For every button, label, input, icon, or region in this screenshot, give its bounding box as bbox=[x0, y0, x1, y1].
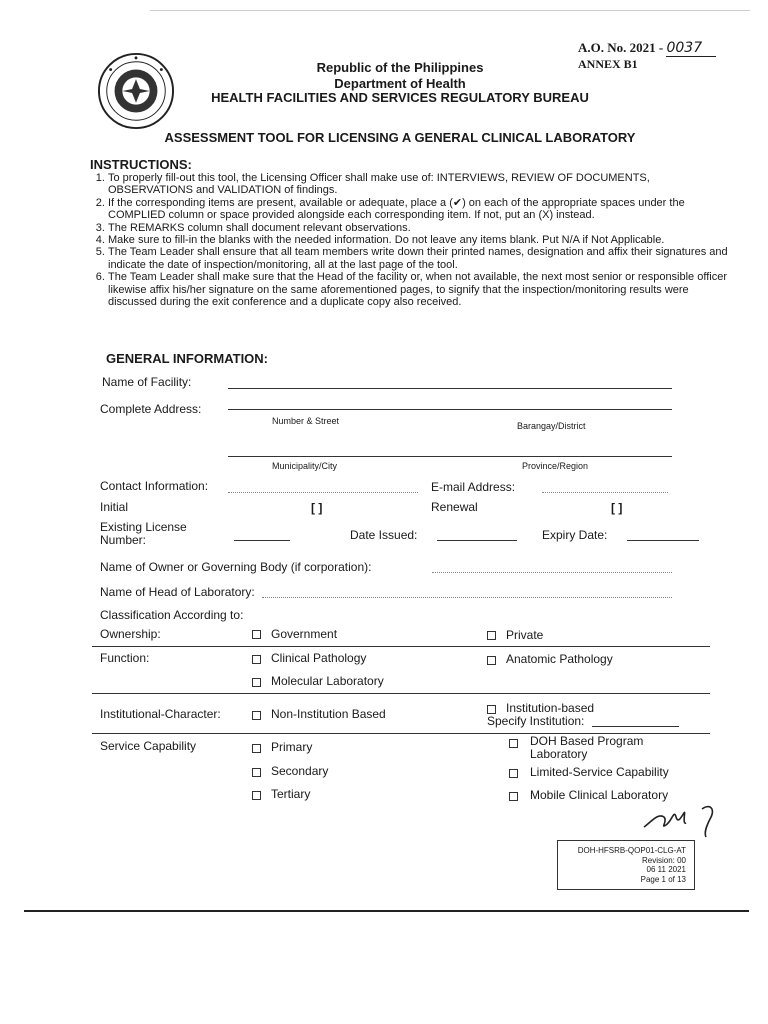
anatomic-pathology-checkbox[interactable] bbox=[487, 656, 496, 665]
expiry-date-label: Expiry Date: bbox=[542, 528, 608, 542]
instructions-list bbox=[90, 172, 728, 308]
email-field[interactable] bbox=[542, 492, 668, 493]
government-checkbox[interactable] bbox=[252, 630, 261, 639]
contact-field[interactable] bbox=[228, 492, 418, 493]
head-field[interactable] bbox=[262, 597, 672, 598]
doh-program-line1: DOH Based Program bbox=[530, 734, 644, 748]
classification-label: Classification According to: bbox=[100, 608, 244, 622]
renewal-label: Renewal bbox=[431, 500, 478, 514]
limited-service-label: Limited-Service Capability bbox=[530, 765, 669, 779]
tertiary-label: Tertiary bbox=[271, 787, 311, 801]
secondary-checkbox[interactable] bbox=[252, 768, 261, 777]
institution-based-label: Institution-based bbox=[506, 701, 595, 715]
ao-handwritten-number: 0037 bbox=[666, 40, 716, 57]
owner-label: Name of Owner or Governing Body (if corporation): bbox=[100, 560, 372, 574]
existing-license-line2: Number: bbox=[100, 533, 147, 547]
government-label: Government bbox=[271, 627, 338, 641]
private-label: Private bbox=[506, 628, 544, 642]
function-label: Function: bbox=[100, 651, 150, 665]
clinical-pathology-label: Clinical Pathology bbox=[271, 651, 367, 665]
molecular-laboratory-label: Molecular Laboratory bbox=[271, 674, 384, 688]
specify-institution-label: Specify Institution: bbox=[487, 714, 585, 728]
contact-label: Contact Information: bbox=[100, 479, 209, 493]
license-number-field[interactable] bbox=[234, 540, 290, 541]
instruction-item: 1. To properly fill-out this tool, the Licensing Officer shall make use of: INTERVIEWS, REVIEW OF DOCUMENTS, OBSERVATIONS and VALIDATION of findings. bbox=[108, 172, 728, 197]
renewal-bracket[interactable]: [ ] bbox=[611, 501, 623, 515]
specify-institution-field[interactable] bbox=[592, 726, 679, 727]
non-institution-checkbox[interactable] bbox=[252, 711, 261, 720]
header-department: Department of Health bbox=[334, 76, 466, 91]
ownership-label: Ownership: bbox=[100, 627, 161, 641]
mobile-clinical-checkbox[interactable] bbox=[509, 792, 518, 801]
primary-label: Primary bbox=[271, 740, 313, 754]
existing-license-label bbox=[100, 521, 187, 547]
facility-name-field[interactable] bbox=[228, 388, 672, 389]
instruction-item: 6. The Team Leader shall make sure that the Head of the facility or, when not available, the next most senior or responsible officer likewise affix his/her signature on the same aforementioned pages, to signify that the inspection/monitoring results were discussed during the exit conference and a duplicate copy also received. bbox=[108, 271, 728, 308]
general-info-heading: GENERAL INFORMATION: bbox=[106, 351, 269, 366]
address-city-field[interactable] bbox=[228, 456, 672, 457]
header-bureau: HEALTH FACILITIES AND SERVICES REGULATORY BUREAU bbox=[211, 90, 589, 105]
instruction-item: 2. If the corresponding items are present, available or adequate, place a (✔) on each of the appropriate spaces under the COMPLIED column or space provided alongside each corresponding item. If not, put an (X) instead. bbox=[108, 197, 728, 222]
clinical-pathology-checkbox[interactable] bbox=[252, 655, 261, 664]
email-label: E-mail Address: bbox=[431, 480, 516, 494]
instruction-item: 4. Make sure to fill-in the blanks with the needed information. Do not leave any items blank. Put N/A if Not Applicable. bbox=[108, 234, 728, 246]
municipality-caption: Municipality/City bbox=[272, 461, 338, 471]
document-title: ASSESSMENT TOOL FOR LICENSING A GENERAL CLINICAL LABORATORY bbox=[164, 130, 636, 145]
institutional-character-label: Institutional-Character: bbox=[100, 707, 221, 721]
owner-field[interactable] bbox=[432, 572, 672, 573]
doc-code: DOH-HFSRB-QOP01-CLG-AT bbox=[577, 846, 686, 855]
header-republic: Republic of the Philippines bbox=[316, 60, 484, 75]
service-capability-label: Service Capability bbox=[100, 739, 197, 753]
doc-revision: Revision: 00 bbox=[641, 855, 686, 865]
doc-page: Page 1 of 13 bbox=[640, 874, 686, 884]
initial-label: Initial bbox=[100, 500, 129, 514]
head-label: Name of Head of Laboratory: bbox=[100, 585, 255, 599]
date-issued-label: Date Issued: bbox=[350, 528, 418, 542]
number-street-caption: Number & Street bbox=[272, 416, 340, 426]
ao-number bbox=[578, 40, 716, 57]
province-caption: Province/Region bbox=[522, 461, 589, 471]
document-code-box bbox=[557, 840, 695, 890]
facility-name-label: Name of Facility: bbox=[102, 375, 192, 389]
annex-label: ANNEX B1 bbox=[578, 57, 638, 71]
expiry-date-field[interactable] bbox=[627, 540, 699, 541]
initial-bracket[interactable]: [ ] bbox=[311, 501, 323, 515]
doh-seal-icon bbox=[97, 52, 175, 130]
bottom-rule bbox=[24, 910, 749, 912]
primary-checkbox[interactable] bbox=[252, 744, 261, 753]
institution-based-checkbox[interactable] bbox=[487, 705, 496, 714]
doc-date: 06 11 2021 bbox=[646, 865, 686, 874]
limited-service-checkbox[interactable] bbox=[509, 769, 518, 778]
tertiary-checkbox[interactable] bbox=[252, 791, 261, 800]
instructions-heading: INSTRUCTIONS: bbox=[90, 157, 192, 172]
ao-label: A.O. No. 2021 - bbox=[578, 40, 667, 55]
non-institution-label: Non-Institution Based bbox=[271, 707, 386, 721]
existing-license-line1: Existing License bbox=[100, 520, 187, 534]
molecular-laboratory-checkbox[interactable] bbox=[252, 678, 261, 687]
divider bbox=[92, 693, 710, 694]
instruction-item: 3. The REMARKS column shall document relevant observations. bbox=[108, 222, 728, 234]
anatomic-pathology-label: Anatomic Pathology bbox=[506, 652, 613, 666]
private-checkbox[interactable] bbox=[487, 631, 496, 640]
doh-program-label bbox=[530, 735, 643, 761]
handwritten-initials-icon bbox=[640, 795, 720, 840]
instruction-item: 5. The Team Leader shall ensure that all team members write down their printed names, designation and affix their signatures and indicate the date of inspection/monitoring, all at the last page of the tool. bbox=[108, 246, 728, 271]
top-scan-line bbox=[150, 10, 750, 11]
date-issued-field[interactable] bbox=[437, 540, 517, 541]
address-label: Complete Address: bbox=[100, 402, 202, 416]
address-street-field[interactable] bbox=[228, 409, 672, 410]
doh-program-line2: Laboratory bbox=[530, 747, 588, 761]
doh-program-checkbox[interactable] bbox=[509, 739, 518, 748]
divider bbox=[92, 646, 710, 647]
secondary-label: Secondary bbox=[271, 764, 329, 778]
barangay-caption: Barangay/District bbox=[517, 421, 586, 431]
mobile-clinical-label: Mobile Clinical Laboratory bbox=[530, 788, 669, 802]
